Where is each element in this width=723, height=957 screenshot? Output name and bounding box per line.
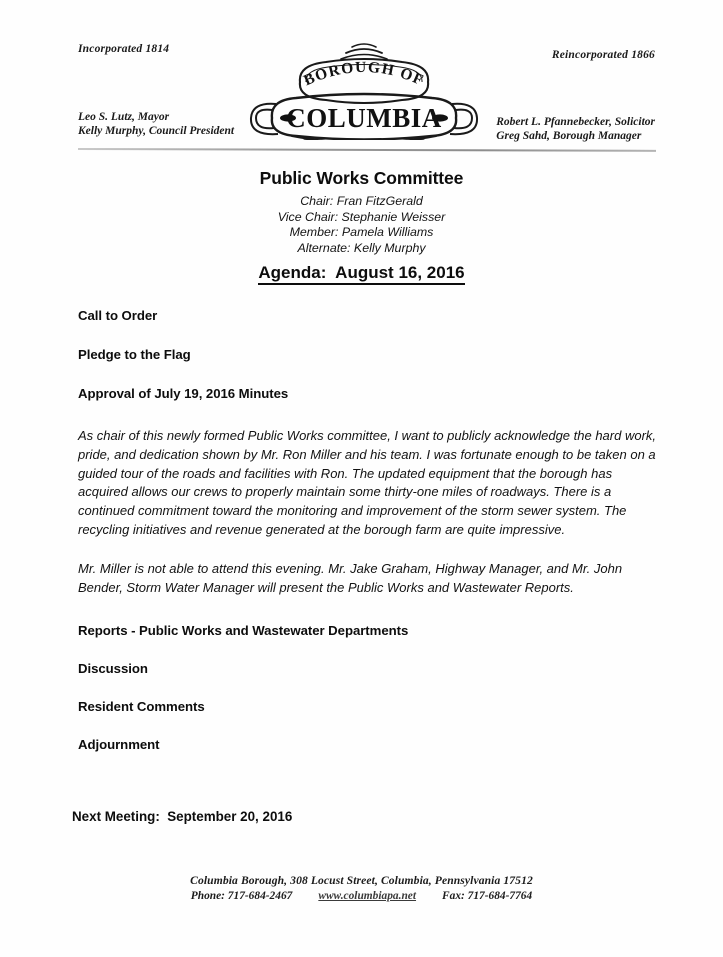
- agenda-body: [78, 308, 658, 752]
- council-president-line: Kelly Murphy, Council President: [78, 125, 235, 137]
- solicitor-line: Robert L. Pfannebecker, Solicitor: [496, 116, 655, 128]
- committee-block: [0, 168, 723, 256]
- agenda-item-approval-of-minutes: Approval of July 19, 2016 Minutes: [78, 386, 289, 401]
- agenda-heading: [0, 263, 723, 283]
- agenda-item-resident-comments: Resident Comments: [78, 699, 205, 715]
- committee-name: Public Works Committee: [259, 168, 464, 188]
- role-chair: Chair: Fran FitzGerald: [300, 194, 423, 208]
- left-officials-block: [78, 110, 234, 138]
- committee-roles-list: [0, 194, 723, 256]
- footer-contact-row: [0, 890, 723, 902]
- agenda-item-call-to-order: Call to Order: [78, 308, 158, 323]
- borough-manager-line: Greg Sahd, Borough Manager: [496, 130, 642, 142]
- footer-phone: Phone: 717-684-2467: [190, 890, 293, 902]
- agenda-heading-text: Agenda: August 16, 2016: [258, 263, 464, 285]
- borough-seal-icon: [248, 40, 480, 140]
- role-alternate: Alternate: Kelly Murphy: [297, 240, 426, 255]
- agenda-item-reports: Reports - Public Works and Wastewater Departments: [78, 623, 409, 639]
- reincorporated-date: Reincorporated 1866: [551, 49, 655, 61]
- letterhead: [0, 0, 723, 150]
- svg-text:COLUMBIA: COLUMBIA: [286, 103, 442, 133]
- mayor-line: Leo S. Lutz, Mayor: [78, 111, 170, 123]
- agenda-item-pledge: Pledge to the Flag: [78, 347, 191, 362]
- right-officials-block: [496, 115, 655, 143]
- presenters-paragraph: Mr. Miller is not able to attend this evening. Mr. Jake Graham, Highway Manager, and Mr. John Bender, Storm Water Manager will present the Public Works and Wastewater Reports.: [78, 560, 623, 595]
- agenda-item-discussion: Discussion: [78, 661, 148, 677]
- role-vice-chair: Vice Chair: Stephanie Weisser: [277, 209, 446, 224]
- role-member: Member: Pamela Williams: [289, 225, 434, 239]
- header-divider-rule: [78, 148, 656, 152]
- footer-fax: Fax: 717-684-7764: [442, 890, 533, 902]
- page-footer: [0, 874, 723, 902]
- chair-remarks-paragraph: As chair of this newly formed Public Works committee, I want to publicly acknowledge the hard work, pride, and dedication shown by Mr. Ron Miller and his team. I was fortunate enough to be taken on a guided tour of the roads and facilities with Ron. The updated equipment that the borough has acquired allows our crews to properly maintain some thirty-one miles of roadways. There is a continued commitment toward the monitoring and improvement of the storm sewer system. The recycling initiatives and revenue generated at the borough farm are quite impressive.: [78, 428, 657, 537]
- svg-text:BOROUGH OF: BOROUGH OF: [301, 58, 427, 90]
- agenda-item-adjournment: Adjournment: [78, 737, 160, 753]
- incorporated-date: Incorporated 1814: [78, 43, 170, 55]
- footer-address: Columbia Borough, 308 Locust Street, Columbia, Pennsylvania 17512: [190, 874, 533, 887]
- footer-website-link[interactable]: www.columbiapa.net: [318, 890, 417, 902]
- next-meeting-line: Next Meeting: September 20, 2016: [72, 809, 293, 824]
